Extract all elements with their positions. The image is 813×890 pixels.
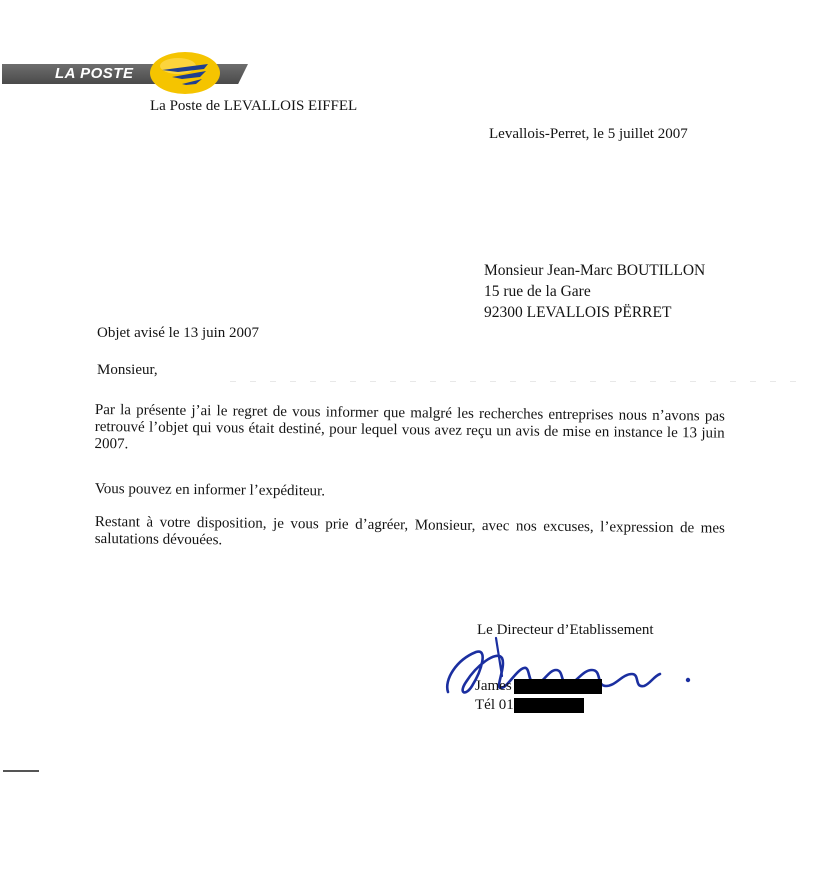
margin-mark bbox=[3, 770, 39, 772]
office-name: La Poste de LEVALLOIS EIFFEL bbox=[150, 98, 358, 114]
signatory-phone bbox=[475, 697, 584, 714]
body-paragraph-2: Vous pouvez en informer l’expéditeur. bbox=[94, 481, 326, 500]
letter-subject: Objet avisé le 13 juin 2007 bbox=[97, 325, 260, 341]
scan-artifact bbox=[230, 381, 810, 382]
la-poste-logo-icon bbox=[148, 50, 222, 96]
letter-salutation: Monsieur, bbox=[97, 362, 158, 378]
signatory-name bbox=[475, 678, 602, 695]
redaction-bar bbox=[514, 679, 602, 694]
redaction-bar bbox=[514, 698, 584, 713]
signatory-title: Le Directeur d’Etablissement bbox=[477, 622, 654, 638]
signatory-first-name: James bbox=[475, 678, 512, 694]
recipient-street: 15 rue de la Gare bbox=[484, 283, 591, 300]
letter-date: Levallois-Perret, le 5 juillet 2007 bbox=[489, 126, 688, 142]
phone-prefix: Tél 01 bbox=[475, 697, 514, 713]
recipient-name: Monsieur Jean-Marc BOUTILLON bbox=[484, 262, 706, 279]
logo-text: LA POSTE bbox=[55, 65, 134, 82]
recipient-city: 92300 LEVALLOIS PËRRET bbox=[484, 304, 672, 321]
recipient-address bbox=[484, 260, 705, 323]
body-paragraph-3: Restant à votre disposition, je vous prie d’agréer, Monsieur, avec nos excuses, l’expression de mes salutations dévouées. bbox=[94, 514, 725, 549]
body-paragraph-1: Par la présente j’ai le regret de vous informer que malgré les recherches entreprises nous n’avons pas retrouvé l’objet qui vous était destiné, pour lequel vous avez reçu un avis de mise en instance le 13 juin 2007. bbox=[94, 402, 725, 453]
